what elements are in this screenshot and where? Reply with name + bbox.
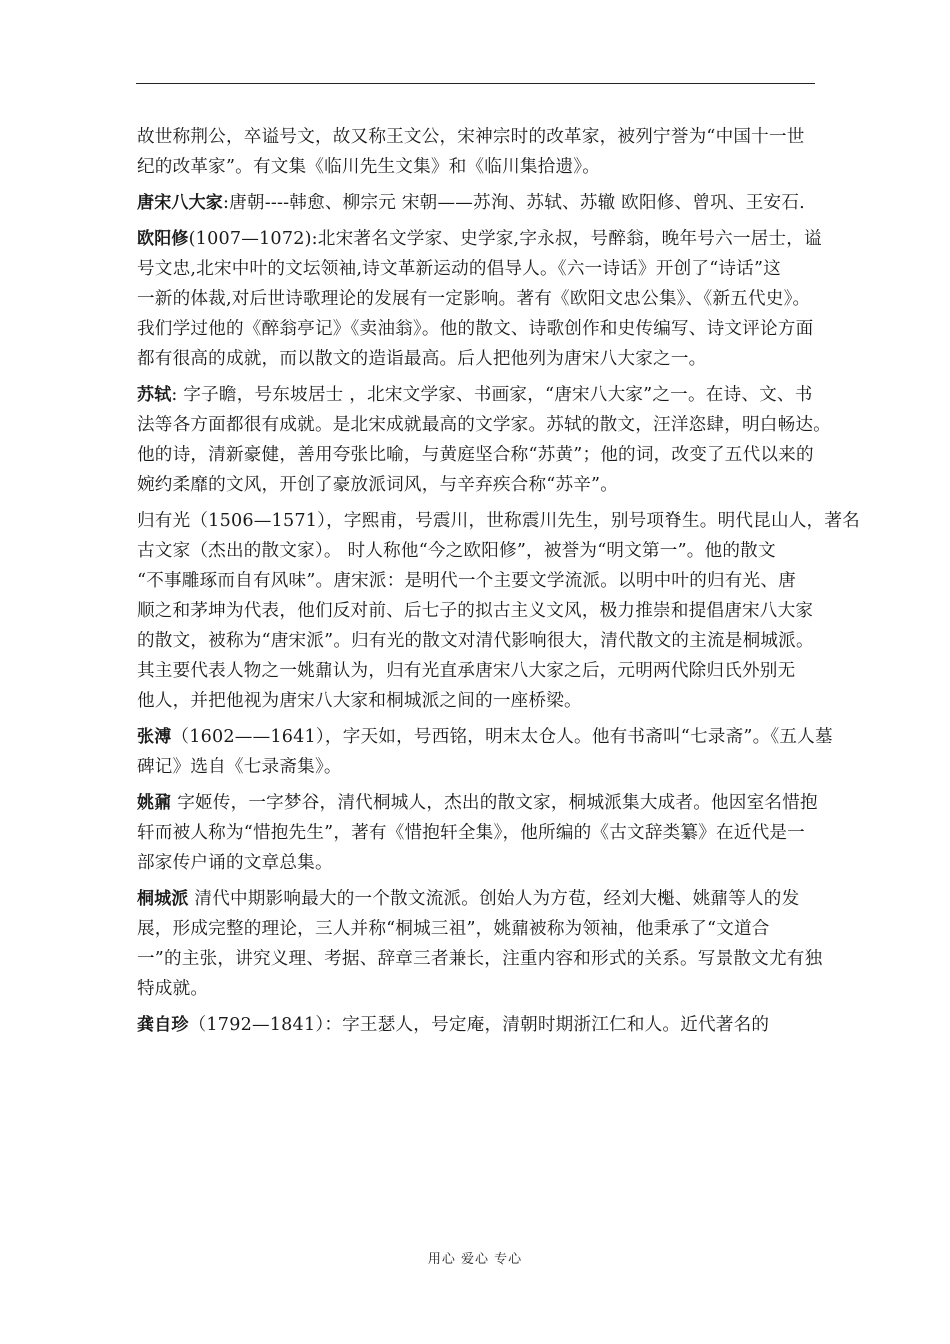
paragraph xyxy=(137,188,823,218)
line-text: 清代中期影响最大的一个散文流派。创始人为方苞，经刘大櫆、姚鼐等人的发 xyxy=(188,889,800,909)
line-text: 部家传户诵的文章总集。 xyxy=(137,853,333,873)
header-rule xyxy=(136,83,815,84)
text-line xyxy=(137,752,823,782)
paragraph xyxy=(137,122,823,182)
line-text: “不事雕琢而自有风味”。唐宋派：是明代一个主要文学流派。以明中叶的归有光、唐 xyxy=(137,571,796,591)
text-line xyxy=(137,122,823,152)
line-text: 我们学过他的《醉翁亭记》《卖油翁》。他的散文、诗歌创作和史传编写、诗文评论方面 xyxy=(137,319,814,339)
page-footer: 用心 爱心 专心 xyxy=(427,1252,523,1267)
line-text: 他人，并把他视为唐宋八大家和桐城派之间的一座桥梁。 xyxy=(137,691,582,711)
document-body xyxy=(137,122,860,1040)
line-text: 一”的主张，讲究义理、考据、辞章三者兼长，注重内容和形式的关系。写景散文尤有独 xyxy=(137,949,823,969)
text-line xyxy=(137,914,823,944)
line-text: 故世称荆公，卒谥号文，故又称王文公，宋神宗时的改革家，被列宁誉为“中国十一世 xyxy=(137,127,805,147)
line-text: :唐朝----韩愈、柳宗元 宋朝——苏洵、苏轼、苏辙 欧阳修、曾巩、王安石. xyxy=(223,193,805,213)
text-line xyxy=(137,944,823,974)
text-line xyxy=(137,470,823,500)
line-text: 展，形成完整的理论，三人并称“桐城三祖”，姚鼐被称为领袖，他秉承了“文道合 xyxy=(137,919,770,939)
paragraph xyxy=(137,884,823,1004)
line-text: 古文家（杰出的散文家）。 时人称他“今之欧阳修”，被誉为“明文第一”。他的散文 xyxy=(137,541,776,561)
text-line xyxy=(137,974,823,1004)
paragraph xyxy=(137,380,831,500)
line-text: 他的诗，清新豪健，善用夸张比喻，与黄庭坚合称“苏黄”；他的词，改变了五代以来的 xyxy=(137,445,814,465)
text-line xyxy=(137,440,823,470)
line-text: 归有光（1506—1571），字熙甫，号震川，世称震川先生，别号项脊生。明代昆山人，著名 xyxy=(137,511,860,531)
text-line xyxy=(137,314,823,344)
text-line xyxy=(137,254,823,284)
text-line xyxy=(137,566,823,596)
line-text: : 字子瞻，号东坡居士 ，北宋文学家、书画家，“唐宋八大家”之一。在诗、文、书 xyxy=(171,385,813,405)
text-line xyxy=(137,686,823,716)
text-line xyxy=(137,188,823,218)
line-text: 轩而被人称为“惜抱先生”，著有《惜抱轩全集》，他所编的《古文辞类纂》在近代是一 xyxy=(137,823,805,843)
paragraph xyxy=(137,788,823,878)
line-text: 号文忠,北宋中叶的文坛领袖,诗文革新运动的倡导人。《六一诗话》开创了“诗话”这 xyxy=(137,259,781,279)
text-line xyxy=(137,152,823,182)
term-heading: 姚鼐 xyxy=(137,793,172,813)
line-text: （1602——1641），字天如，号西铭，明末太仓人。他有书斋叫“七录斋”。《五人墓 xyxy=(171,727,833,747)
paragraph xyxy=(137,506,860,716)
text-line xyxy=(137,884,823,914)
text-line xyxy=(137,788,823,818)
line-text: 一新的体裁,对后世诗歌理论的发展有一定影响。著有《欧阳文忠公集》、《新五代史》。 xyxy=(137,289,811,309)
line-text: (1007—1072):北宋著名文学家、史学家,字永叔，号醉翁，晚年号六一居士，谥 xyxy=(188,229,822,249)
text-line xyxy=(137,536,823,566)
term-heading: 欧阳修 xyxy=(137,229,189,249)
line-text: 其主要代表人物之一姚鼐认为，归有光直承唐宋八大家之后，元明两代除归氏外别无 xyxy=(137,661,796,681)
text-line xyxy=(137,818,823,848)
line-text: 特成就。 xyxy=(137,979,209,999)
line-text: 碑记》选自《七录斋集》。 xyxy=(137,757,342,777)
text-line xyxy=(137,224,823,254)
text-line xyxy=(137,596,823,626)
line-text: 字姬传，一字梦谷，清代桐城人，杰出的散文家，桐城派集大成者。他因室名惜抱 xyxy=(171,793,818,813)
text-line xyxy=(137,722,833,752)
paragraph xyxy=(137,224,823,374)
text-line xyxy=(137,506,860,536)
text-line xyxy=(137,656,823,686)
paragraph xyxy=(137,722,833,782)
line-text: （1792—1841）：字王瑟人，号定庵，清朝时期浙江仁和人。近代著名的 xyxy=(188,1015,770,1035)
paragraph xyxy=(137,1010,823,1040)
text-line xyxy=(137,284,823,314)
text-line xyxy=(137,848,823,878)
text-line xyxy=(137,1010,823,1040)
term-heading: 龚自珍 xyxy=(137,1015,189,1035)
line-text: 法等各方面都很有成就。是北宋成就最高的文学家。苏轼的散文，汪洋恣肆，明白畅达。 xyxy=(137,415,831,435)
line-text: 婉约柔靡的文风，开创了豪放派词风，与辛弃疾合称“苏辛”。 xyxy=(137,475,619,495)
text-line xyxy=(137,380,823,410)
term-heading: 桐城派 xyxy=(137,889,189,909)
line-text: 纪的改革家”。有文集《临川先生文集》和《临川集拾遗》。 xyxy=(137,157,601,177)
term-heading: 苏轼 xyxy=(137,385,172,405)
line-text: 顺之和茅坤为代表，他们反对前、后七子的拟古主义文风，极力推崇和提倡唐宋八大家 xyxy=(137,601,814,621)
text-line xyxy=(137,344,823,374)
term-heading: 张溥 xyxy=(137,727,172,747)
line-text: 都有很高的成就，而以散文的造诣最高。后人把他列为唐宋八大家之一。 xyxy=(137,349,707,369)
term-heading: 唐宋八大家 xyxy=(137,193,223,213)
text-line xyxy=(137,626,823,656)
text-line xyxy=(137,410,831,440)
line-text: 的散文，被称为“唐宋派”。归有光的散文对清代影响很大，清代散文的主流是桐城派。 xyxy=(137,631,814,651)
